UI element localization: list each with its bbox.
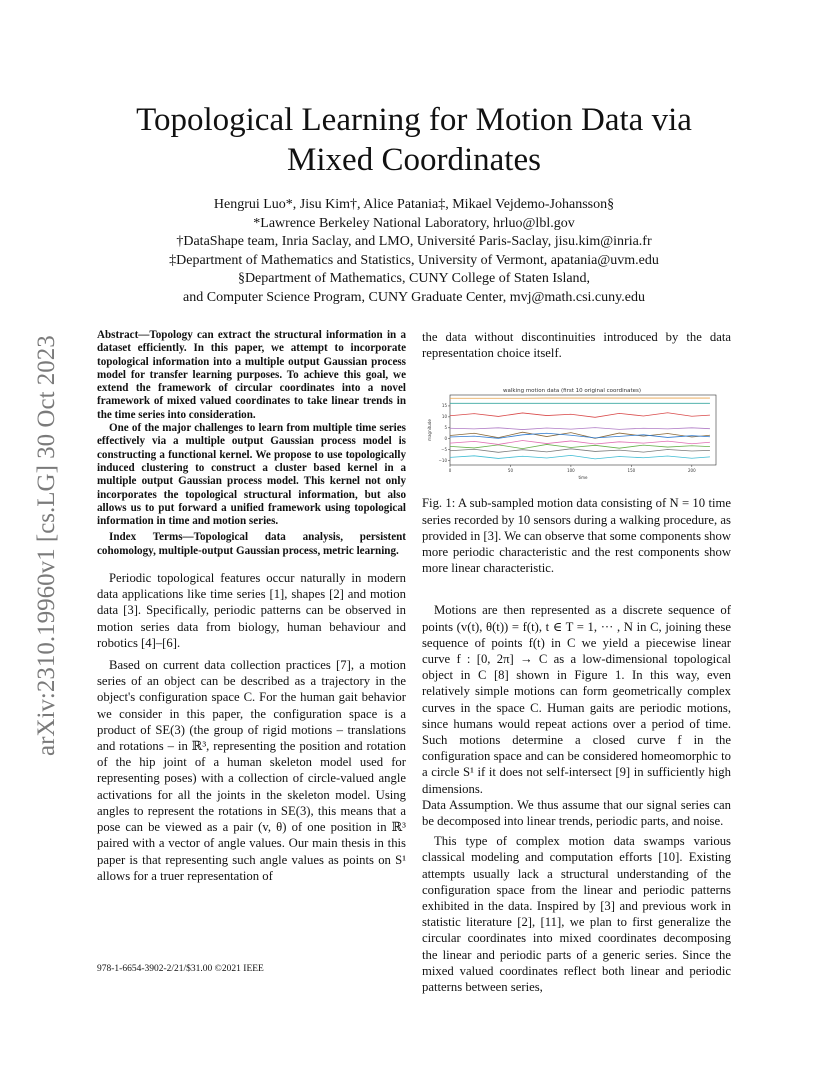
index-terms: Index Terms—Topological data analysis, persistent cohomology, multiple-output Gaussian process, metric learning. [97, 531, 406, 557]
series-lines [450, 398, 710, 459]
continued-paragraph: the data without discontinuities introduced by the data representation choice itself. [422, 330, 731, 361]
x-tick-label: 200 [687, 468, 696, 474]
y-tick-label: 10 [441, 414, 447, 420]
paper-title [90, 100, 738, 180]
series-line-3 [450, 413, 710, 418]
y-tick-label: −10 [438, 458, 447, 464]
x-tick-label: 100 [567, 468, 575, 474]
series-line-7 [450, 445, 710, 449]
right-paragraph-1: Motions are then represented as a discrete sequence of points (v(t), θ(t)) = f(t), t ∈ T = 1, ··· , N in C, joining these sequence of points f(t) in C we yield a piecewise linear curve f : [0, 2π] → C as a low-dimensional topological object in C [8] shown in Figure 1. In this way, even relatively simple motions can form geometrically complex curves in the space C. Human gaits are periodic motions, since humans would repeat actions over a period of time. Such motions determine a closed curve f in the configuration space and can be considered homeomorphic to a circle S¹ if it does not self-intersect [9] in sufficiently high dimensions. [422, 603, 731, 796]
affiliation-4: §Department of Mathematics, CUNY College of Staten Island, [237, 271, 591, 287]
author-block [90, 196, 738, 308]
affiliation-5: and Computer Science Program, CUNY Graduate Center, mvj@math.csi.cuny.edu [183, 289, 645, 305]
data-assumption-paragraph: Data Assumption. We thus assume that our signal series can be decomposed into linear trends, periodic parts, and noise. [422, 797, 731, 829]
chart-title: walking motion data (first 10 original coordinates) [502, 388, 642, 395]
series-line-9 [450, 449, 710, 453]
figure-1-chart [422, 383, 722, 483]
series-line-10 [450, 456, 710, 460]
title-line-1: Topological Learning for Motion Data via [136, 102, 692, 138]
intro-paragraph-1: Periodic topological features occur naturally in modern data applications like time series [1], shapes [2] and motion data [3]. Specifically, periodic patterns can be observed in motion series data from biology, human behaviour and robotics [4]–[6]. [97, 571, 406, 650]
copyright-notice: 978-1-6654-3902-2/21/$31.00 ©2021 IEEE [97, 964, 264, 974]
title-line-2: Mixed Coordinates [287, 142, 541, 178]
figure-caption: Fig. 1: A sub-sampled motion data consisting of N = 10 time series recorded by 10 sensors during a walking procedure, as provided in [3]. We can observe that some components show more periodic characteristic and the rest components show more linear characteristic. [422, 496, 731, 576]
x-axis-label: time [578, 475, 588, 481]
y-tick-label: 15 [441, 403, 447, 409]
affiliation-3: ‡Department of Mathematics and Statistics, University of Vermont, apatania@uvm.edu [169, 252, 659, 268]
affiliation-2: †DataShape team, Inria Saclay, and LMO, Université Paris-Saclay, jisu.kim@inria.fr [176, 234, 652, 250]
y-tick-label: −5 [441, 447, 447, 453]
y-axis-label: magnitude [427, 419, 432, 442]
arxiv-sidebar [10, 290, 70, 760]
affiliation-1: *Lawrence Berkeley National Laboratory, hrluo@lbl.gov [253, 215, 575, 231]
y-tick-label: 5 [444, 425, 447, 431]
x-tick-label: 150 [627, 468, 636, 474]
abstract-paragraph: Abstract—Topology can extract the structural information in a dataset efficiently. In this paper, we attempt to incorporate topological information into a multiple output Gaussian process model for transfer learning purposes. To achieve this goal, we extend the framework of circular coordinates into a novel framework of mixed valued coordinates to take linear trends in the time series into consideration. [97, 329, 406, 421]
arxiv-identifier: arXiv:2310.19960v1 [cs.LG] 30 Oct 2023 [33, 335, 60, 756]
left-column [97, 329, 406, 884]
right-column [422, 329, 731, 995]
series-line-4 [450, 428, 710, 430]
author-names: Hengrui Luo*, Jisu Kim†, Alice Patania‡, Mikael Vejdemo-Johansson§ [213, 197, 615, 212]
intro-paragraph-2: Based on current data collection practices [7], a motion series of an object can be described as a trajectory in the object's configuration space C. For the human gait behavior we consider in this paper, the configuration space is a product of SE(3) (the group of rigid motions – translations and rotations – in ℝ³, representing the position and rotation of the hip joint of a human skeleton model used for representing poses) with a collection of circle-valued angle activations for all the joints in the skeleton model. Using angles to represent the rotations in SE(3), this means that a pose can be viewed as a pair (v, θ) of one position in ℝ³ paired with a vector of angle values. Our main thesis in this paper is that representing such angle values as points on S¹ allows for a truer representation of [97, 658, 406, 883]
x-tick-label: 50 [507, 468, 514, 474]
series-line-8 [450, 441, 710, 445]
abstract-paragraph-2: One of the major challenges to learn from multiple time series effectively via a multiple output Gaussian process model is constructing a functional kernel. We propose to use topologically induced clustering to construct a cluster based kernel in a multiple output Gaussian process model. This kernel not only incorporates the topological structural information, but also allows us to put forward a unified framework using topological information in time and motion series. [97, 422, 406, 528]
x-tick-label: 0 [448, 468, 452, 474]
y-tick-label: 0 [444, 436, 447, 442]
plot-area [450, 395, 716, 465]
right-paragraph-3: This type of complex motion data swamps various classical modeling and computation efforts [10]. Existing attempts usually lack a structural understanding of the configuration space from the linear and periodic patterns exhibited in the data. Inspired by [3] and previous work in statistic literature [2], [11], we plan to first generalize the circular coordinates into mixed coordinates decomposing the linear and periodic parts of a generic series. Since the mixed valued coordinates reflect both linear and periodic patterns between series, [422, 834, 731, 995]
